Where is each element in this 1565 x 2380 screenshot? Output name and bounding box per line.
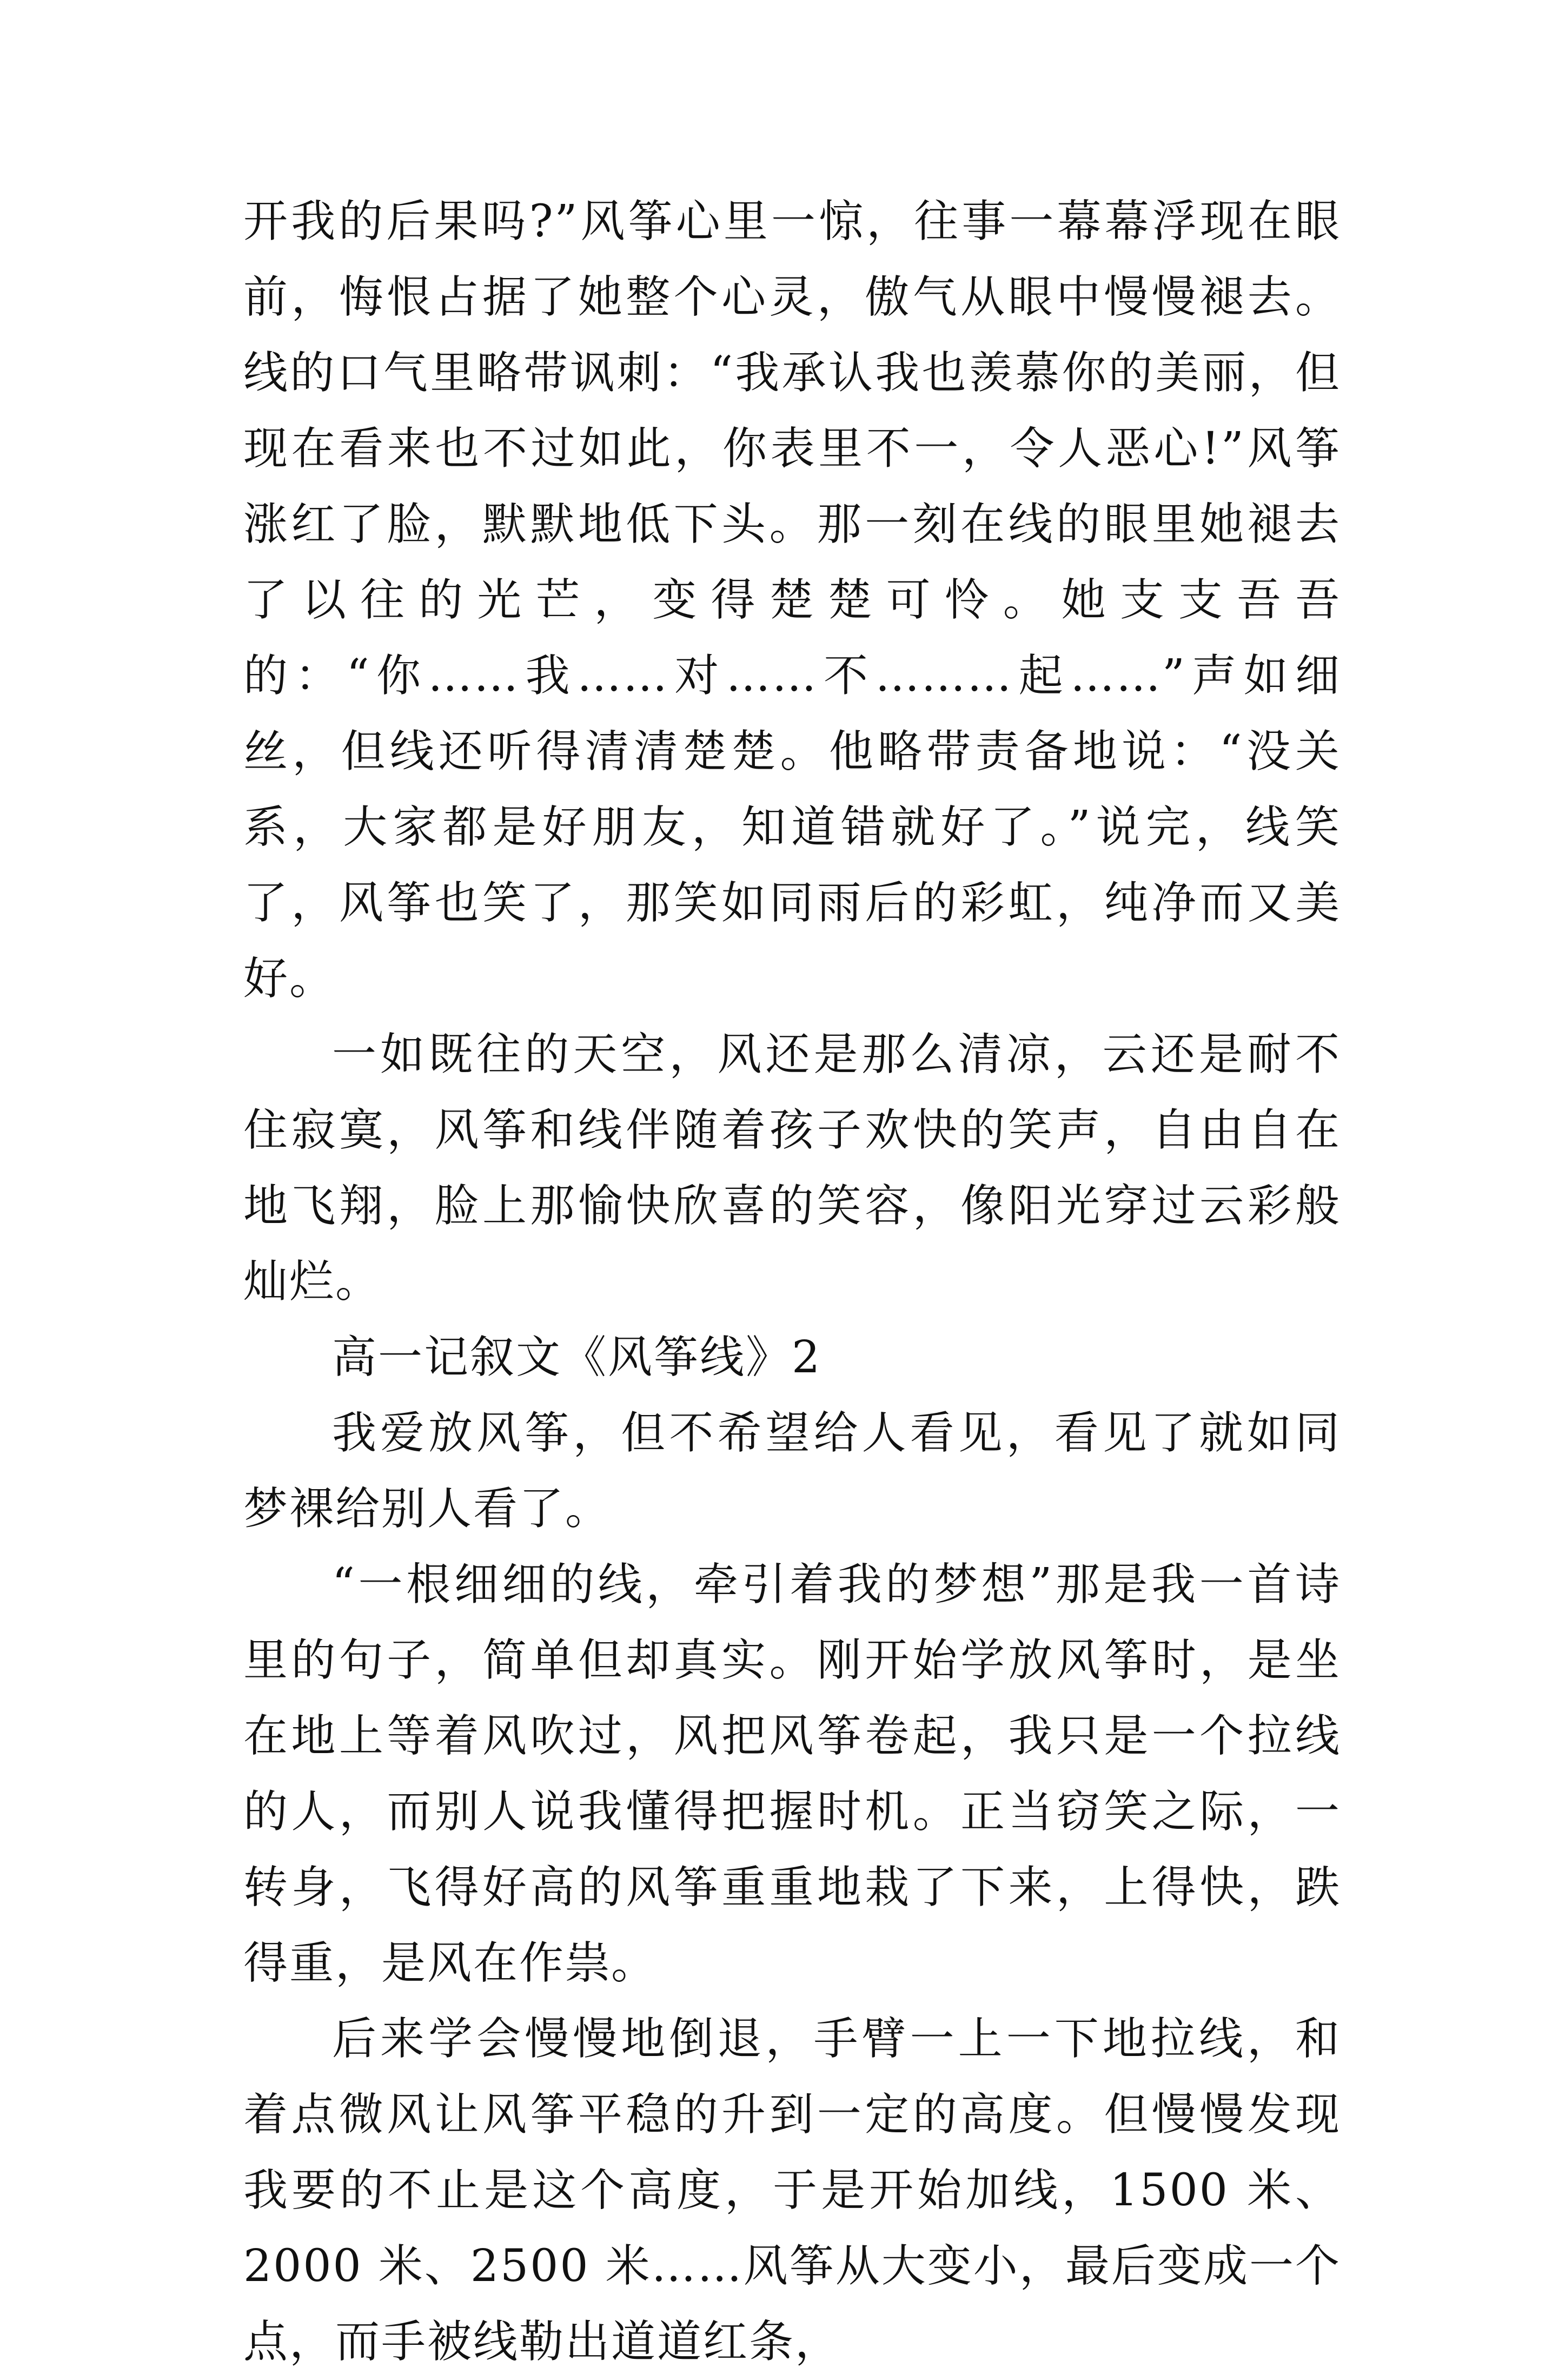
paragraph-4: “一根细细的线，牵引着我的梦想”那是我一首诗里的句子，简单但却真实。刚开始学放风筝时，是坐在地上等着风吹过，风把风筝卷起，我只是一个拉线的人，而别人说我懂得把握时机。正当窃笑之际，一转身，飞得好高的风筝重重地栽了下来，上得快，跌得重，是风在作祟。 <box>243 1559 1341 1989</box>
document-body <box>243 184 1341 2380</box>
paragraph-1: 开我的后果吗?”风筝心里一惊，往事一幕幕浮现在眼前，悔恨占据了她整个心灵，傲气从眼中慢慢褪去。线的口气里略带讽刺：“我承认我也羡慕你的美丽，但现在看来也不过如此，你表里不一，令人恶心!”风筝涨红了脸，默默地低下头。那一刻在线的眼里她褪去了以往的光芒，变得楚楚可怜。她支支吾吾的：“你……我……对……不………起……”声如细丝，但线还听得清清楚楚。他略带责备地说：“没关系，大家都是好朋友，知道错就好了。”说完，线笑了，风筝也笑了，那笑如同雨后的彩虹，纯净而又美好。 <box>243 196 1341 1004</box>
paragraph-5: 后来学会慢慢地倒退，手臂一上一下地拉线，和着点微风让风筝平稳的升到一定的高度。但慢慢发现我要的不止是这个高度，于是开始加线，1500 米、2000 米、2500 米……风筝从大变小，最后变成一个点，而手被线勒出道道红条， <box>243 2013 1341 2368</box>
paragraph-3: 我爱放风筝，但不希望给人看见，看见了就如同梦裸给别人看了。 <box>243 1407 1341 1535</box>
section-heading: 高一记叙文《风筝线》2 <box>332 1332 822 1383</box>
paragraph-2: 一如既往的天空，风还是那么清凉，云还是耐不住寂寞，风筝和线伴随着孩子欢快的笑声，自由自在地飞翔，脸上那愉快欣喜的笑容，像阳光穿过云彩般灿烂。 <box>243 1029 1341 1307</box>
